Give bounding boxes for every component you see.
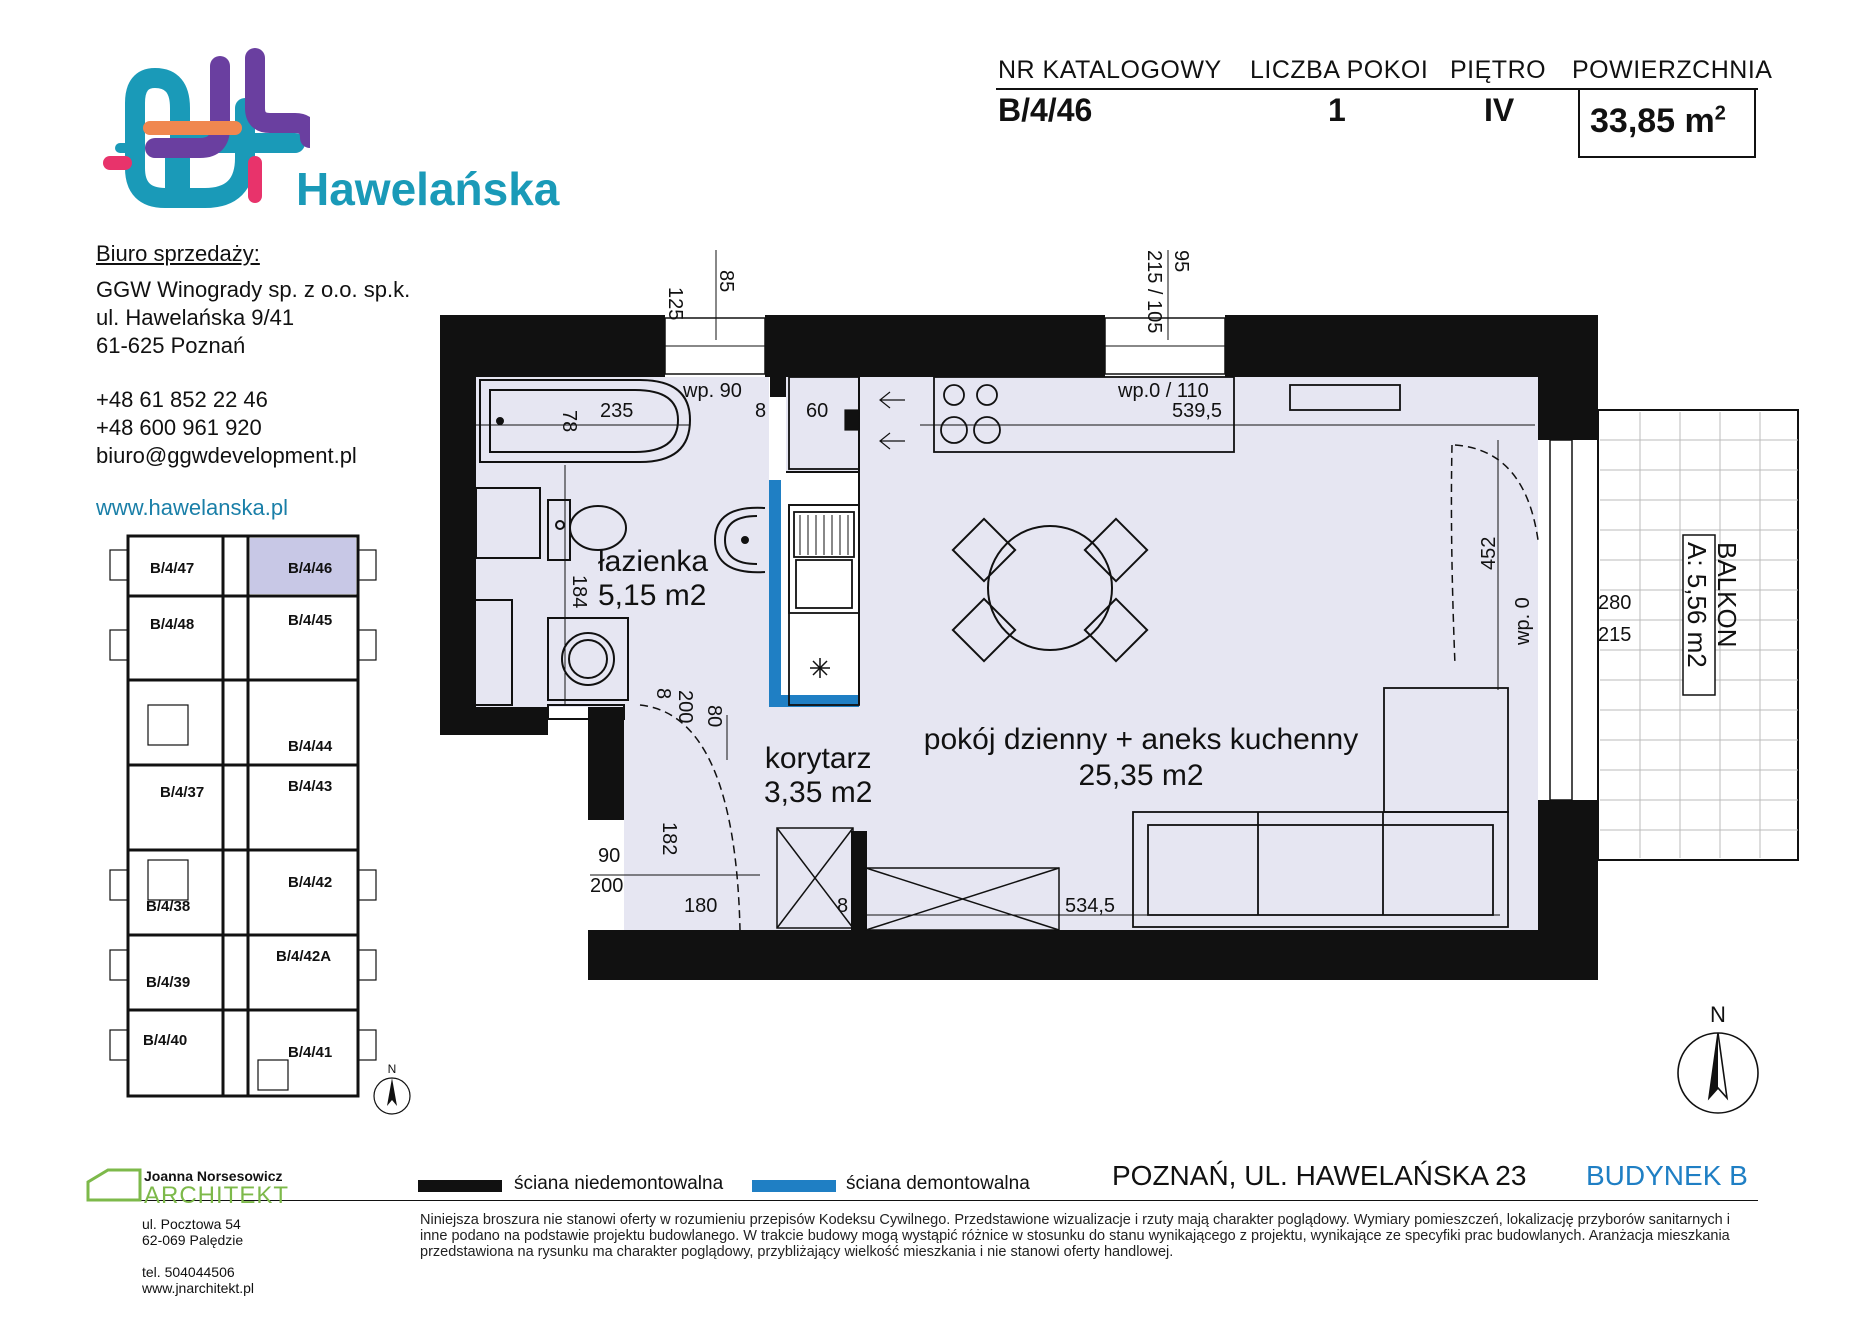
corridor-area: 3,35 m2 [764,776,873,809]
drainer-lines [800,515,848,555]
key-unit-b447[interactable]: B/4/47 [150,560,195,577]
architect-title: ARCHITEKT [144,1182,290,1209]
dim-534: 534,5 [1065,895,1116,917]
bathroom-label [598,545,708,613]
catalog-value: B/4/46 [998,92,1093,128]
balcony-label [1682,542,1742,668]
legend-fixed-swatch [418,1180,502,1192]
company-city: 61-625 Poznań [96,333,246,358]
dim-215: 215 [1598,624,1632,646]
disclaimer-line-3: przedstawiona na rysunku ma charakter poglądowy, przybliżający wielkość mieszkania i nie stanowi oferty handlowej. [420,1244,1174,1260]
architect-web[interactable]: www.jnarchitekt.pl [142,1280,255,1296]
dim-wp0: wp. 0 [1512,597,1534,645]
dim-window1-b: 85 [715,270,737,293]
compass [1668,1002,1768,1123]
legend-fixed-label: ściana niedemontowalna [514,1173,724,1194]
sales-office [96,240,410,522]
dim-window2-a: 215 / 105 [1143,250,1165,334]
key-unit-b439[interactable]: B/4/39 [146,974,191,991]
disclaimer-line-1: Niniejsza broszura nie stanowi oferty w rozumieniu przepisów Kodeksu Cywilnego. Przedstawione wizualizacje i rzuty mają charakter poglądowy. Wymiary pomieszczeń, lokalizację przyborów sanitarnych i [420,1212,1730,1228]
architect-logo [86,1168,142,1202]
floor-plan [430,240,1830,1000]
dim-wp0110: wp.0 / 110 [1118,380,1209,402]
legend-removable-label: ściana demontowalna [846,1173,1030,1194]
key-unit-b446[interactable]: B/4/46 [288,560,333,577]
compass-label: N [1710,1002,1726,1027]
key-unit-b448[interactable]: B/4/48 [150,616,195,633]
architect-city: 62-069 Palędzie [142,1232,244,1248]
north-arrow-icon [1673,1028,1763,1118]
architect-name: Joanna Norsesowicz [144,1168,283,1184]
dim-235: 235 [600,400,634,422]
fridge-icon [810,658,830,678]
footer-rule [138,1200,1758,1201]
floor-fill [476,377,1538,930]
architect-street: ul. Pocztowa 54 [142,1216,241,1232]
corridor-name: korytarz [764,742,872,775]
disclaimer [420,1212,1765,1260]
location-building: BUDYNEK B [1586,1160,1748,1191]
dim-8c: 8 [837,895,849,917]
email-link[interactable]: biuro@ggwdevelopment.pl [96,443,357,468]
brand-name: Hawelańska [296,163,560,215]
sales-office-heading: Biuro sprzedaży: [96,241,260,266]
floor-value: IV [1484,92,1515,128]
area-label: POWIERZCHNIA [1572,56,1773,84]
key-plan-north [372,1062,412,1122]
area-value [1590,102,1726,141]
disclaimer-line-2: inne podano na podstawie projektu budowlanego. W trakcie budowy mogą wystąpić różnice w stosunku do stanu wynikającego z projektu, wynikające ze specyfiki prac budowlanych. Aranżacja mieszkania [420,1228,1730,1244]
company-street: ul. Hawelańska 9/41 [96,305,295,330]
dim-200a: 200 [674,690,696,724]
dim-60: 60 [806,400,829,422]
dim-wp90: wp. 90 [683,380,742,402]
corridor-label [764,742,872,810]
area-number: 33,85 m [1590,102,1715,140]
key-unit-b442[interactable]: B/4/42 [288,874,333,891]
dim-182: 182 [658,822,680,856]
logo [95,48,310,238]
rooms-value: 1 [1328,92,1346,128]
area-unit-sup: 2 [1714,102,1726,125]
company-name: GGW Winogrady sp. z o.o. sp.k. [96,277,411,302]
key-unit-b438[interactable]: B/4/38 [146,898,191,915]
key-plan-north-label: N [387,1062,397,1076]
dim-280: 280 [1598,592,1632,614]
dim-window2-b: 95 [1170,250,1192,273]
key-unit-b442a[interactable]: B/4/42A [276,948,332,965]
living-room-area: 25,35 m2 [1078,759,1204,792]
key-unit-b443[interactable]: B/4/43 [288,778,333,795]
dim-539: 539,5 [1172,400,1223,422]
living-room-label [916,722,1366,794]
dim-8b: 8 [652,688,674,700]
living-room-name: pokój dzienny + aneks kuchenny [923,723,1359,756]
rooms-label: LICZBA POKOI [1250,56,1429,84]
key-unit-b437[interactable]: B/4/37 [160,784,205,801]
key-unit-b441[interactable]: B/4/41 [288,1044,333,1061]
dim-184: 184 [568,575,590,609]
key-unit-b440[interactable]: B/4/40 [143,1032,188,1049]
dim-180: 180 [684,895,718,917]
compass-small-icon [372,1076,412,1116]
phone-1[interactable]: +48 61 852 22 46 [96,387,268,412]
key-unit-b445[interactable]: B/4/45 [288,612,333,629]
balcony-name: BALKON [1712,542,1742,648]
architect-house-icon [86,1168,142,1202]
balcony-area: A: 5,56 m2 [1682,542,1712,668]
dim-452: 452 [1478,536,1500,570]
dim-window1-a: 125 [664,287,686,321]
phone-2[interactable]: +48 600 961 920 [96,415,262,440]
floor-label: PIĘTRO [1450,56,1547,84]
dim-200b: 200 [590,875,624,897]
logo-mark-icon [95,48,310,238]
catalog-label: NR KATALOGOWY [998,56,1222,84]
architect-contact [142,1216,254,1296]
bathroom-name: łazienka [598,545,709,578]
website-link[interactable]: www.hawelanska.pl [96,495,288,520]
architect-phone[interactable]: tel. 504044506 [142,1264,235,1280]
key-unit-b444[interactable]: B/4/44 [288,738,333,755]
dim-8a: 8 [755,400,767,422]
bathroom-area: 5,15 m2 [598,579,707,612]
dim-90: 90 [598,845,621,867]
legend-removable-swatch [752,1180,836,1192]
location-address: POZNAŃ, UL. HAWELAŃSKA 23 [1112,1160,1527,1191]
dim-78: 78 [558,410,580,433]
dim-80: 80 [703,705,725,728]
